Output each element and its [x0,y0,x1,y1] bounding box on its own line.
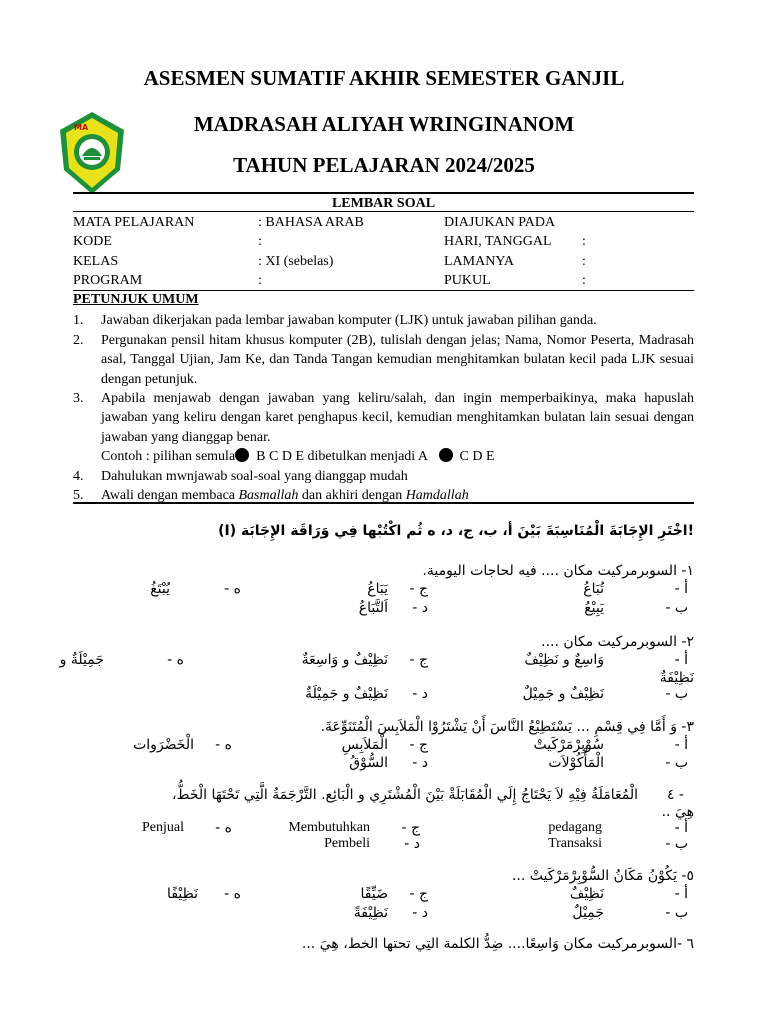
instruction-text: Jawaban dikerjakan pada lembar jawaban komputer (LJK) untuk jawaban pilihan ganda. [101,313,597,328]
question-5-stem: ٥- يَكُوْنُ مَكَانُ السُّوْبِرْمَرْكَيتْ ... [511,868,694,884]
option-label: ج - [409,886,428,902]
option-a: pedagang [548,820,602,835]
question-4-stem-continued: هِيَ .. [661,804,694,820]
info-value: : [582,273,586,288]
option-label: أ - [674,737,688,753]
option-c: يَبَاعُ [367,581,388,597]
info-label: DIAJUKAN PADA [444,215,556,230]
example-label: Contoh : pilihan semula [101,449,236,464]
option-label: د - [412,686,428,702]
info-value: : [582,234,586,249]
example-line [73,447,694,466]
option-label: د - [412,905,428,921]
option-label: ج - [409,652,428,668]
question-1-stem: ١- السوبرمركيت مكان .... فيه لحاجات اليومية. [422,563,694,579]
option-label: ه - [215,737,232,753]
info-label: MATA PELAJARAN [73,215,195,230]
hamdallah-word: Hamdallah [405,488,469,503]
option-e: الْخَضْرَوات [133,737,194,753]
option-d: السُّوْقُ [349,755,388,771]
option-label: ه - [224,886,241,902]
sheet-title: LEMBAR SOAL [331,196,436,211]
option-a: وَاسِعٌ و نَظِيْفٌ [524,652,604,668]
divider [73,211,694,212]
option-e: Penjual [142,820,184,835]
instruction-number: 3. [73,391,84,406]
option-c: نَظِيْفٌ و وَاسِعَةٌ [301,652,388,668]
instruction-item [73,331,694,389]
option-c: الْمَلاَبِسِ [341,737,388,753]
option-d: نَظِيْفَةً [353,905,388,921]
info-value: : [258,234,262,249]
instruction-number: 5. [73,488,84,503]
question-3-stem: ٣- وَ أَمَّا فِي قِسْمِ ... يَسْتَطِيْعُ النَّاسَ أَنْ يَشْتَرُوْا الْمَلاَبِسَ الْمُتَنَوِّعَةَ. [320,719,694,735]
option-label: أ - [674,581,688,597]
option-label: ب - [665,755,688,771]
option-label: د - [412,755,428,771]
info-label: PROGRAM [73,273,143,288]
instruction-item [73,389,694,447]
basmallah-word: Basmallah [238,488,299,503]
instruction-text: Awali dengan membaca Basmallah dan akhiri dengan Hamdallah [101,488,469,503]
info-value: : BAHASA ARAB [258,215,364,230]
info-value: : [582,254,586,269]
instruction-item [73,311,694,330]
logo-text: MA [74,123,89,132]
info-label: PUKUL [444,273,491,288]
instruction-item [73,467,694,486]
info-value: : [258,273,262,288]
option-a: تُبَاعُ [583,581,604,597]
option-e-continued: نَظِيْفَةٌ [659,670,694,686]
option-label: د - [412,600,428,616]
question-2-stem: ٢- السوبرمركيت مكان .... [541,634,694,650]
option-b: يَبِيْعُ [584,600,604,616]
option-label: ه - [224,581,241,597]
option-label: ه - [215,820,232,836]
filled-bubble-icon [235,448,249,462]
exam-title: ASESMEN SUMATIF AKHIR SEMESTER GANJIL [143,66,625,90]
option-b: جَمِيْلٌ [572,905,604,921]
option-d: Pembeli [324,836,370,851]
option-label: أ - [674,652,688,668]
instructions-title: PETUNJUK UMUM [73,292,199,307]
info-label: KELAS [73,254,119,269]
instruction-number: 4. [73,469,84,484]
option-b: Transaksi [548,836,602,851]
filled-bubble-icon [439,448,453,462]
instruction-text: Apabila menjawab dengan jawaban yang keliru/salah, dan ingin memperbaikinya, maka hapuslah jawaban yang keliru dengan karet penghapus kecil, kemudian menghitamkan bulatan lain sesuai dengan jawaban yang dianggap benar. [101,391,694,445]
option-label: أ - [674,820,688,836]
option-c: ضَيِّقًا [360,886,388,902]
option-label: ب - [665,600,688,616]
divider [73,290,694,291]
example-options: C D E [459,449,495,464]
instruction-number: 1. [73,313,84,328]
question-4-number: ٤ - [666,787,684,803]
option-label: أ - [674,886,688,902]
question-6-stem: ٦ -السوبرمركيت مكان وَاسِعًا.... ضِدُّ الكلمة التِي تحتها الخط، هِيَ ... [301,936,694,952]
info-label: LAMANYA [444,254,514,269]
option-c: Membutuhkan [288,820,370,835]
instruction-number: 2. [73,333,84,348]
school-logo [58,110,126,196]
info-value: : XI (sebelas) [258,254,334,269]
school-name: MADRASAH ALIYAH WRINGINANOM [193,112,575,136]
option-b: الْمَأْكُوْلاَت [548,755,604,771]
info-label: KODE [73,234,112,249]
option-label: ب - [665,836,688,852]
section-instruction: (I) اخْتَرِ الإِجَابَةَ الْمُنَاسِبَةَ بَيْنَ أ، ب، ج، د، ه ثُم اكْتُبْها فِي وَرَاقَة الإِجَابَة! [218,523,694,539]
option-d: اَلتَّبَاعُ [358,600,388,616]
example-options: B C D E dibetulkan menjadi A [256,449,429,464]
info-label: HARI, TANGGAL [444,234,552,249]
option-label: ج - [409,581,428,597]
option-e: يُبْتَغُ [150,581,170,597]
divider [73,502,694,504]
option-a: نَظِيْفٌ [569,886,604,902]
instruction-text: Dahulukan mwnjawab soal-soal yang dianggap mudah [101,469,408,484]
divider [73,192,694,194]
academic-year: TAHUN PELAJARAN 2024/2025 [233,153,535,177]
option-label: ب - [665,905,688,921]
option-label: د - [404,836,420,852]
option-label: ب - [665,686,688,702]
option-label: ه - [167,652,184,668]
option-b: نَظِيْفٌ و جَمِيْلٌ [522,686,604,702]
option-label: ج - [401,820,420,836]
question-4-stem: الْمُعَامَلَةُ فِيْهِ لاَ يَحْتَاجُ إِلَي الْمُقَابَلَةْ بَيْنَ الْمُشْتَرِي و الْبَائِع. التَّرْجَمَةُ الَّتِي تَحْتَهَا الْخَطُّ، [172,787,638,803]
option-e: نَظِيْفًا [167,886,198,902]
option-a: سُوْبِرْمَرْكَيتْ [533,737,604,753]
option-d: نَظِيْفٌ و جَمِيْلَةٌ [305,686,388,702]
option-label: ج - [409,737,428,753]
option-e: جَمِيْلَةٌ و [59,652,104,668]
instruction-text: Pergunakan pensil hitam khusus komputer (2B), tulislah dengan jelas; Nama, Nomor Peserta, Madrasah asal, Tanggal Ujian, Jam Ke, dan Tanda Tangan kemudian menghitamkan bulatan kecil pada LJK sesuai dengan petunjuk. [101,333,694,387]
